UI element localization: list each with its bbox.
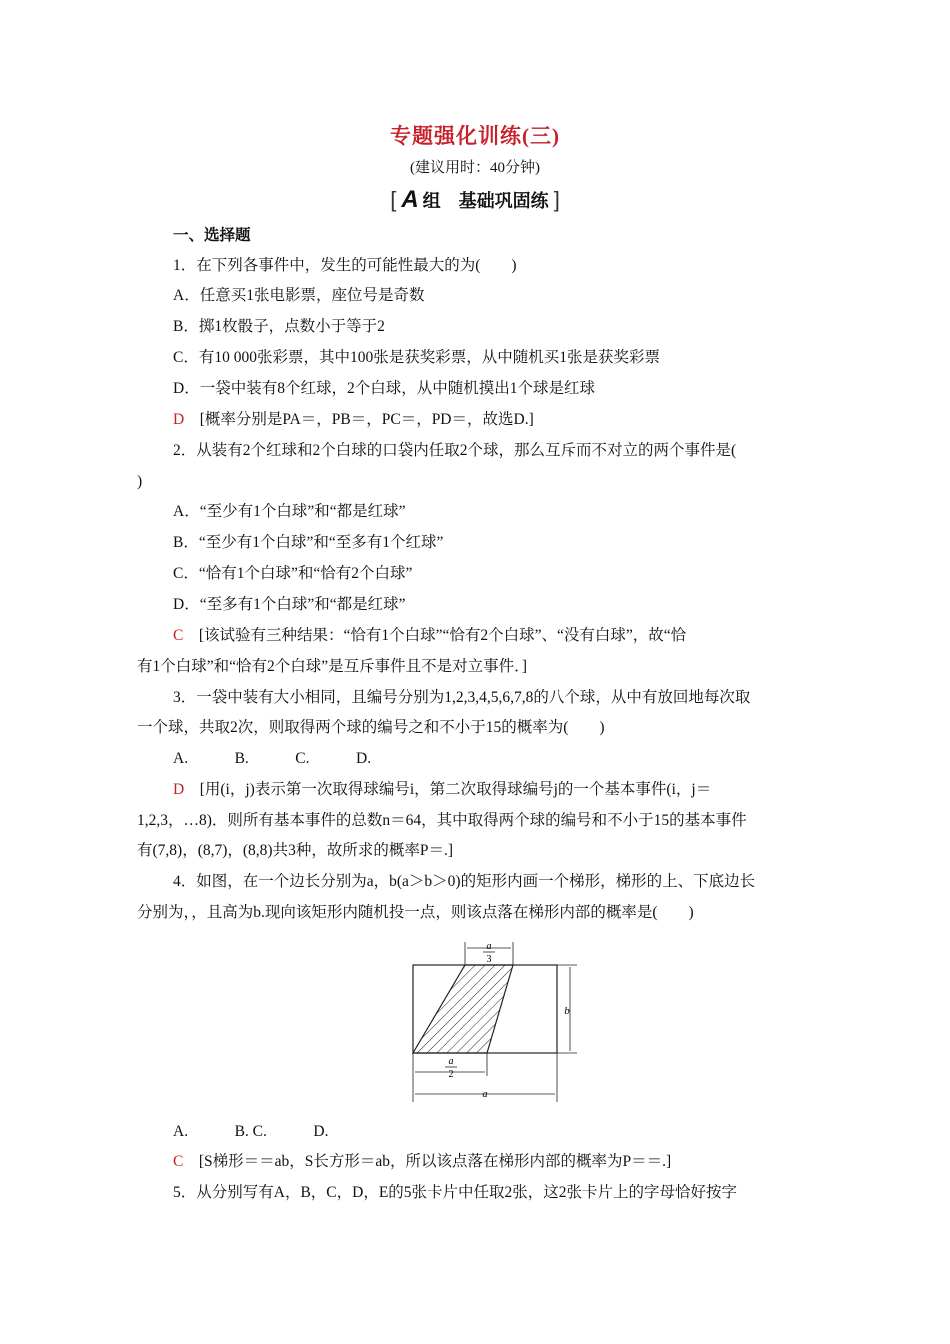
answer-2 [173, 625, 853, 647]
option-1a: A．任意买1张电影票，座位号是奇数 [173, 287, 425, 304]
answer-text: [S梯形＝＝ab，S长方形＝ab，所以该点落在梯形内部的概率为P＝＝.] [198, 1153, 672, 1170]
top-label-den: 3 [486, 954, 492, 965]
bracket-left: [ [390, 187, 397, 212]
group-label: 组 基础巩固练 [422, 191, 549, 211]
trapezoid-figure [405, 936, 585, 1106]
option-2c: C．“恰有1个白球”和“恰有2个白球” [173, 565, 413, 582]
question-5: 5．从分别写有A，B，C，D，E的5张卡片中任取2张，这2张卡片上的字母恰好按字 [173, 1184, 738, 1201]
answer-text: [该试验有三种结果：“恰有1个白球”“恰有2个白球”、“没有白球”，故“恰 [198, 627, 687, 644]
page-subtitle: (建议用时：40分钟) [410, 160, 540, 176]
question-1: 1．在下列各事件中，发生的可能性最大的为( ) [173, 257, 517, 274]
answer-1 [173, 409, 853, 431]
side-label: b [564, 1005, 570, 1017]
answer-4 [173, 1151, 853, 1173]
question-4-cont: 分别为，，且高为b.现向该矩形内随机投一点，则该点落在梯形内部的概率是( ) [137, 904, 694, 921]
bracket-right: ] [553, 187, 560, 212]
option-2d: D．“至多有1个白球”和“都是红球” [173, 596, 406, 613]
answer-3-cont2: 有(7,8)，(8,7)，(8,8)共3种，故所求的概率P＝.] [137, 842, 454, 859]
answer-letter: D [173, 411, 185, 428]
answer-letter: D [173, 781, 185, 798]
question-2-cont: ) [137, 473, 143, 490]
option-1d: D．一袋中装有8个红球，2个白球，从中随机摸出1个球是红球 [173, 380, 595, 397]
question-2: 2．从装有2个红球和2个白球的口袋内任取2个球，那么互斥而不对立的两个事件是( [173, 442, 737, 459]
answer-2-cont: 有1个白球”和“恰有2个白球”是互斥事件且不是对立事件．] [137, 658, 528, 675]
answer-3 [173, 779, 853, 801]
options-4: A. B. C. D. [173, 1123, 329, 1140]
page-title: 专题强化训练(三) [390, 124, 560, 148]
trapezoid-shape [413, 965, 513, 1053]
group-banner [0, 186, 950, 214]
option-2b: B．“至少有1个白球”和“至多有1个红球” [173, 534, 444, 551]
group-letter: A [401, 186, 419, 213]
top-label-num: a [486, 941, 492, 952]
question-3-cont: 一个球，共取2次，则取得两个球的编号之和不小于15的概率为( ) [137, 719, 605, 736]
bottom-label-num: a [448, 1056, 454, 1067]
bottom-label-den: 2 [448, 1069, 454, 1080]
option-2a: A．“至少有1个白球”和“都是红球” [173, 503, 406, 520]
answer-letter: C [173, 627, 184, 644]
options-3: A. B. C. D. [173, 750, 372, 767]
width-label: a [482, 1089, 488, 1100]
question-4: 4．如图，在一个边长分别为a，b(a＞b＞0)的矩形内画一个梯形，梯形的上、下底边长 [173, 873, 756, 890]
question-3: 3．一袋中装有大小相同，且编号分别为1,2,3,4,5,6,7,8的八个球，从中有放回地每次取 [173, 689, 751, 706]
section-title: 一、选择题 [173, 227, 251, 244]
answer-letter: C [173, 1153, 184, 1170]
answer-text: [概率分别是PA＝，PB＝，PC＝，PD＝，故选D.] [199, 411, 534, 428]
answer-text: [用(i，j)表示第一次取得球编号i，第二次取得球编号j的一个基本事件(i，j＝ [199, 781, 712, 798]
option-1c: C．有10 000张彩票，其中100张是获奖彩票，从中随机买1张是获奖彩票 [173, 349, 660, 366]
option-1b: B．掷1枚骰子，点数小于等于2 [173, 318, 385, 335]
answer-3-cont: 1,2,3，…8)．则所有基本事件的总数n＝64，其中取得两个球的编号和不小于15的基本事件 [137, 812, 747, 829]
